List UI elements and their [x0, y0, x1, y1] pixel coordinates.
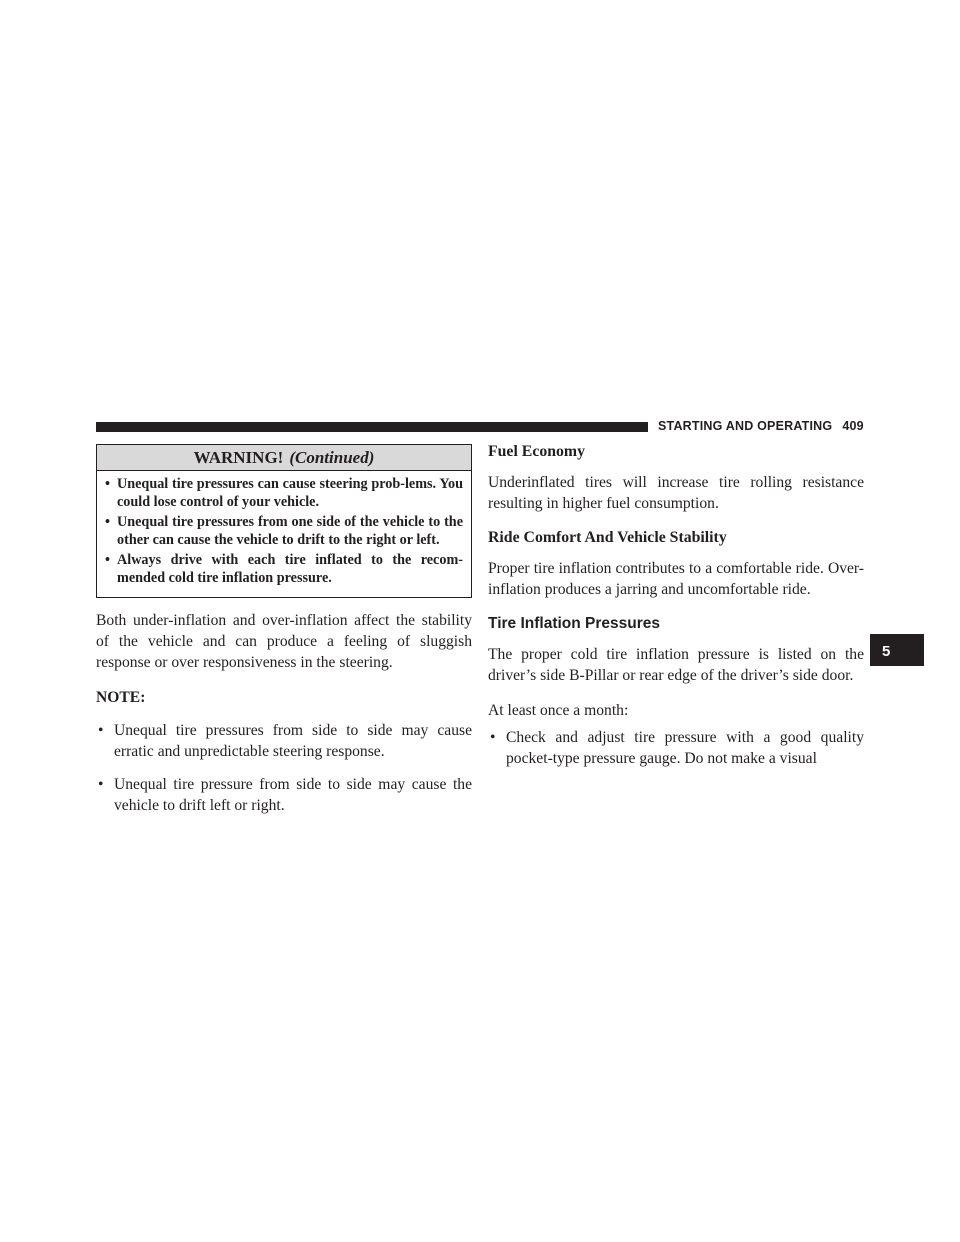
monthly-item: • Check and adjust tire pressure with a good quality pocket-type pressure gauge. Do not make a visual [488, 727, 864, 769]
right-column [488, 442, 864, 769]
ride-comfort-heading: Ride Comfort And Vehicle Stability [488, 529, 727, 546]
note-item: • Unequal tire pressure from side to side may cause the vehicle to drift left or right. [96, 774, 472, 816]
warning-label: WARNING! [193, 448, 284, 467]
inflation-pressures-heading: Tire Inflation Pressures [488, 615, 660, 632]
left-column [96, 444, 472, 816]
warning-item: • Always drive with each tire inflated to the recom-mended cold tire inflation pressure. [105, 551, 463, 587]
fuel-economy-heading: Fuel Economy [488, 443, 585, 460]
monthly-intro: At least once a month: [488, 702, 629, 719]
warning-item: • Unequal tire pressures can cause steering prob-lems. You could lose control of your vehicle. [105, 475, 463, 511]
inflation-pressures-text: The proper cold tire inflation pressure is listed on the driver’s side B-Pillar or rear edge of the driver’s side door. [488, 646, 864, 684]
note-list [96, 720, 472, 816]
warning-list [97, 471, 471, 597]
section-title: STARTING AND OPERATING [658, 419, 833, 433]
note-item: • Unequal tire pressures from side to side may cause erratic and unpredictable steering response. [96, 720, 472, 762]
warning-title [97, 445, 471, 471]
ride-comfort-text: Proper tire inflation contributes to a comfortable ride. Over-inflation produces a jarring and uncomfortable ride. [488, 560, 864, 598]
chapter-number: 5 [882, 643, 891, 660]
header-rule [96, 422, 648, 432]
fuel-economy-text: Underinflated tires will increase tire rolling resistance resulting in higher fuel consumption. [488, 474, 864, 512]
warning-continued: (Continued) [289, 448, 375, 467]
running-header [658, 419, 864, 433]
warning-item: • Unequal tire pressures from one side of the vehicle to the other can cause the vehicle to drift to the right or left. [105, 513, 463, 549]
note-label: NOTE: [96, 689, 146, 706]
page-number: 409 [842, 419, 864, 433]
chapter-tab [870, 634, 924, 666]
warning-box [96, 444, 472, 598]
stability-paragraph: Both under-inflation and over-inflation affect the stability of the vehicle and can produce a feeling of sluggish response or over responsiveness in the steering. [96, 612, 472, 671]
monthly-list [488, 727, 864, 769]
